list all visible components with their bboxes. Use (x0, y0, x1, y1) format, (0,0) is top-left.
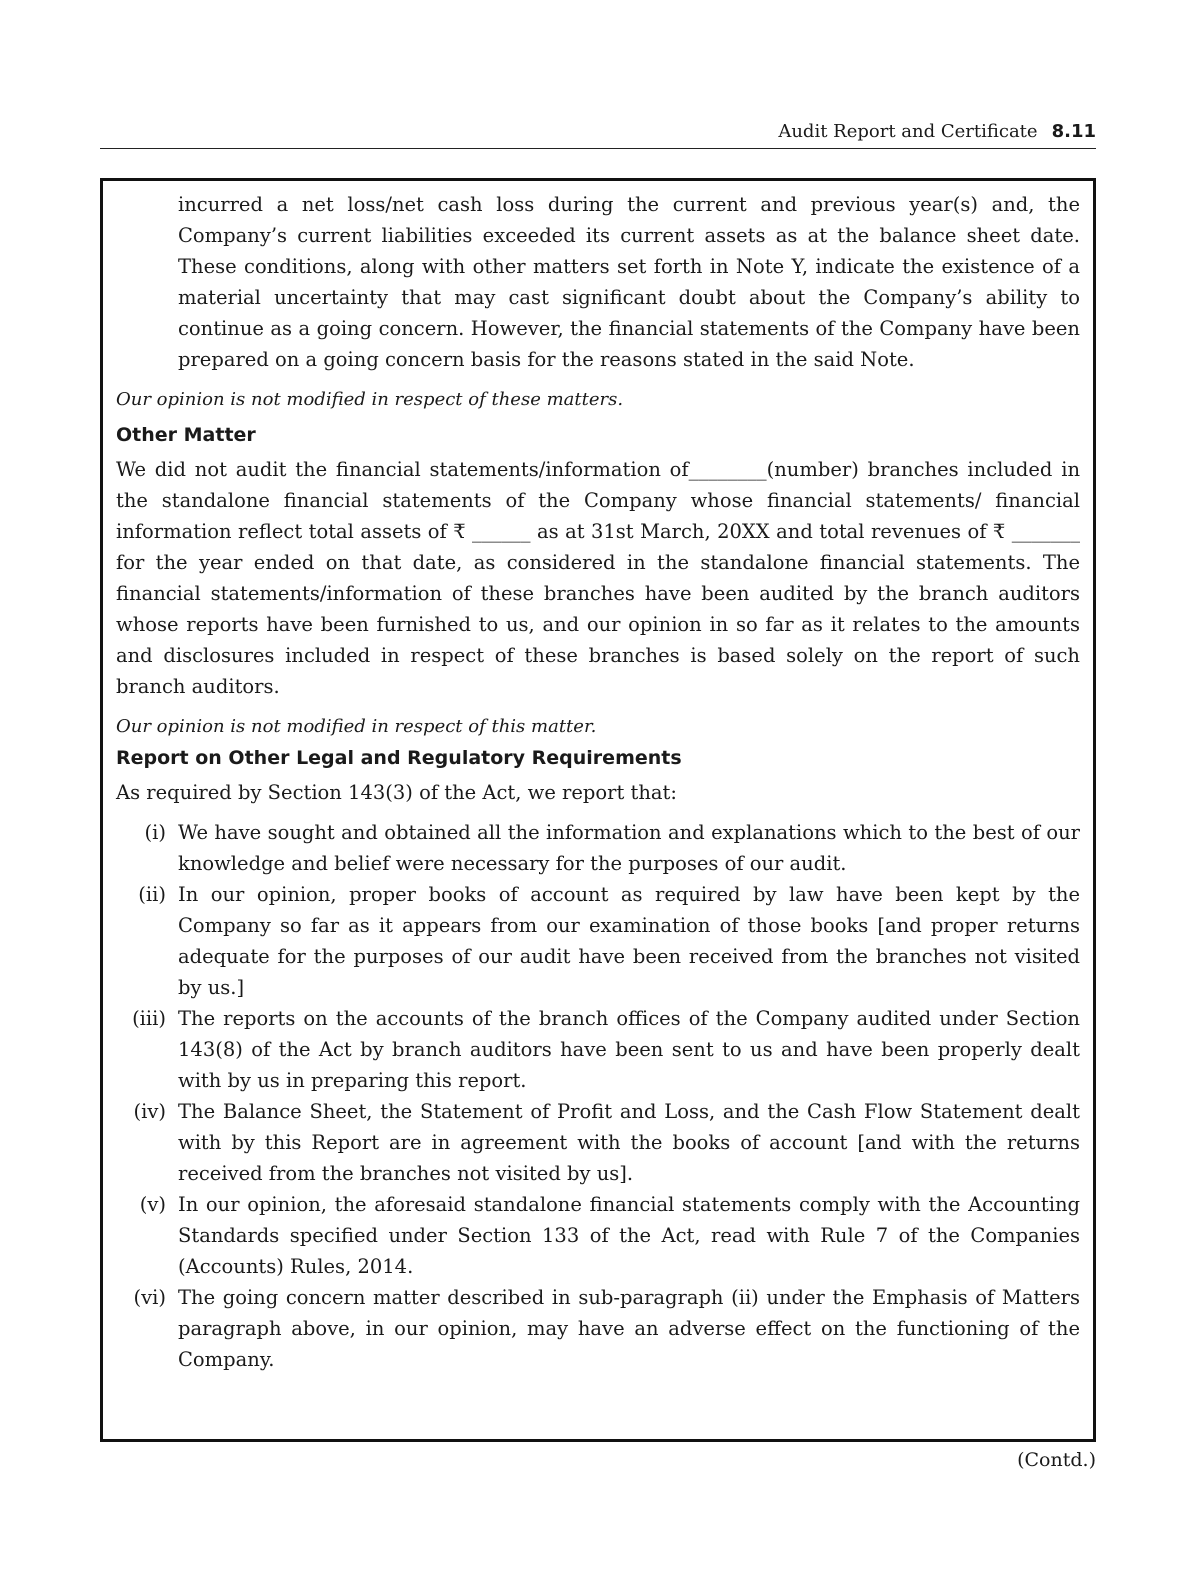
running-title: Audit Report and Certificate (778, 121, 1038, 142)
list-item (116, 1003, 1080, 1096)
other-matter-paragraph: We did not audit the financial statements/information of________(number) branches included in the standalone financial statements of the Company whose financial statements/ financial information reflect total assets of ₹ ______ as at 31st March, 20XX and total revenues of ₹ _______ for the year ended on that date, as considered in the standalone financial statements. The financial statements/information of these branches have been audited by the branch auditors whose reports have been furnished to us, and our opinion in so far as it relates to the amounts and disclosures included in respect of these branches is based solely on the report of such branch auditors. (116, 458, 1080, 698)
item-number: (ii) (138, 883, 166, 906)
list-item (116, 817, 1080, 879)
page-number: 8.11 (1051, 121, 1096, 142)
continued-marker: (Contd.) (1017, 1449, 1096, 1471)
item-number: (iv) (133, 1100, 166, 1123)
opinion-note: Our opinion is not modified in respect of this matter. (116, 716, 597, 737)
running-header (100, 118, 1096, 146)
other-matter-heading: Other Matter (116, 424, 256, 446)
list-item (116, 1282, 1080, 1375)
header-rule (100, 148, 1096, 149)
item-text: In our opinion, proper books of account as required by law have been kept by the Company so far as it appears from our examination of those books [and proper returns adequate for the purposes of our audit have been received from the branches not visited by us.] (178, 883, 1080, 999)
item-text: In our opinion, the aforesaid standalone financial statements comply with the Accounting Standards specified under Section 133 of the Act, read with Rule 7 of the Companies (Accounts) Rules, 2014. (178, 1193, 1080, 1278)
list-item (116, 1096, 1080, 1189)
item-text: The Balance Sheet, the Statement of Profit and Loss, and the Cash Flow Statement dealt with by this Report are in agreement with the books of account [and with the returns received from the branches not visited by us]. (178, 1100, 1080, 1185)
item-text: We have sought and obtained all the information and explanations which to the best of our knowledge and belief were necessary for the purposes of our audit. (178, 821, 1080, 875)
requirements-list (116, 817, 1080, 1375)
legal-requirements-heading: Report on Other Legal and Regulatory Requirements (116, 747, 682, 769)
item-number: (iii) (132, 1007, 166, 1030)
item-text: The reports on the accounts of the branch offices of the Company audited under Section 143(8) of the Act by branch auditors have been sent to us and have been properly dealt with by us in preparing this report. (178, 1007, 1080, 1092)
list-item (116, 1189, 1080, 1282)
item-number: (i) (144, 821, 166, 844)
list-item (116, 879, 1080, 1003)
legal-intro: As required by Section 143(3) of the Act, we report that: (116, 781, 677, 804)
opinion-note: Our opinion is not modified in respect of these matters. (116, 389, 624, 410)
continued-paragraph: incurred a net loss/net cash loss during the current and previous year(s) and, the Company’s current liabilities exceeded its current assets as at the balance sheet date. These conditions, along with other matters set forth in Note Y, indicate the existence of a material uncertainty that may cast significant doubt about the Company’s ability to continue as a going concern. However, the financial statements of the Company have been prepared on a going concern basis for the reasons stated in the said Note. (178, 193, 1080, 371)
item-number: (vi) (133, 1286, 166, 1309)
item-number: (v) (139, 1193, 166, 1216)
item-text: The going concern matter described in sub-paragraph (ii) under the Emphasis of Matters paragraph above, in our opinion, may have an adverse effect on the functioning of the Company. (178, 1286, 1080, 1371)
report-box (100, 178, 1096, 1442)
